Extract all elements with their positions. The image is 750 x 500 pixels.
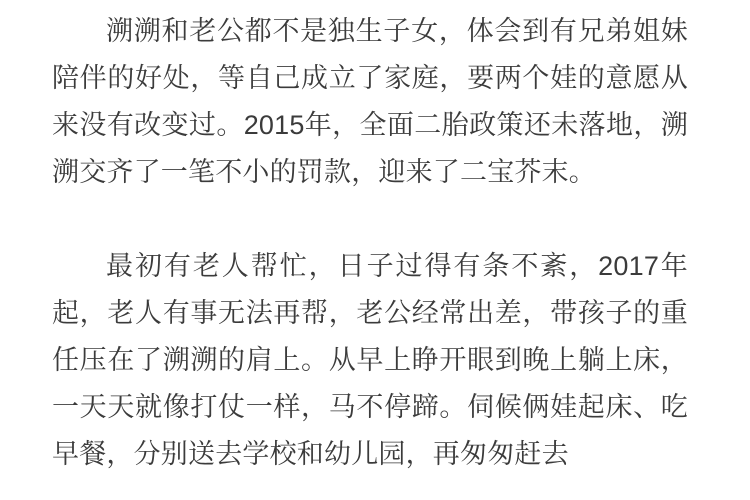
paragraph-2: 最初有老人帮忙，日子过得有条不紊，2017年起，老人有事无法再帮，老公经常出差，带孩子的重任压在了溯溯的肩上。从早上睁开眼到晚上躺上床，一天天就像打仗一样，马不停蹄。伺候俩娃起床、吃早餐，分别送去学校和幼儿园，再匆匆赶去	[52, 251, 688, 469]
article-body	[52, 8, 688, 478]
paragraph-1: 溯溯和老公都不是独生子女，体会到有兄弟姐妹陪伴的好处，等自己成立了家庭，要两个娃的意愿从来没有改变过。2015年，全面二胎政策还未落地，溯溯交齐了一笔不小的罚款，迎来了二宝芥末。	[52, 16, 688, 187]
